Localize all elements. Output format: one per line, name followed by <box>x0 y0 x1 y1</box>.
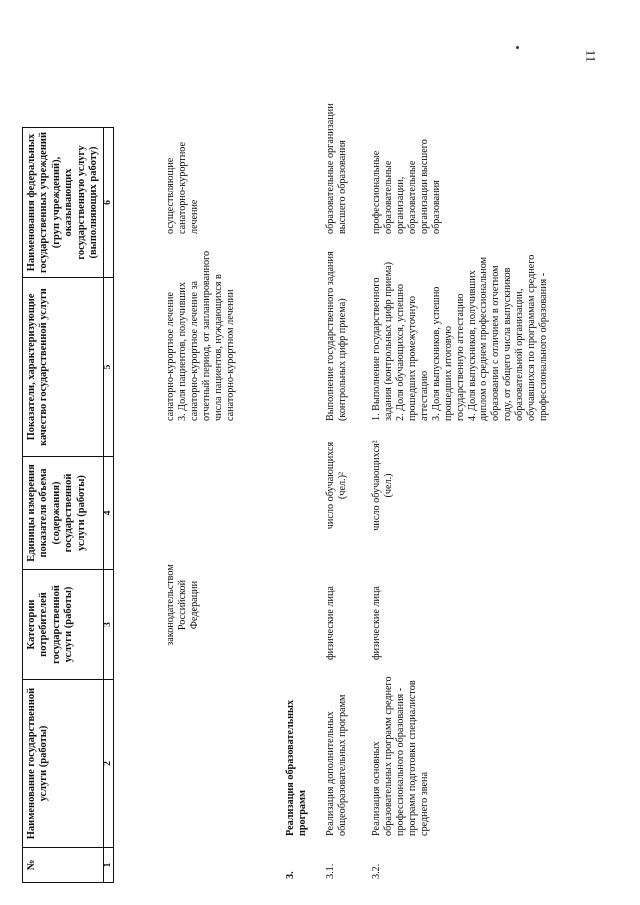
header-col-consumers: Категории потребителей государственной услуги (работы) <box>23 570 104 680</box>
row-3-1-consumers: физические лица <box>325 586 336 660</box>
row-3-1-name: Реализация дополнительных общеобразовательных программ <box>325 694 348 836</box>
row-3-1-institutions: образовательные организации высшего образования <box>325 103 348 234</box>
column-number-2: 2 <box>104 680 114 848</box>
row-3-2-institutions: профессиональные образовательные организации, образовательные организации высшего образования <box>371 139 442 234</box>
row-3-2-consumers: физические лица <box>371 586 382 660</box>
row-3-1-quality: Выполнение государственного задания (контрольных цифр приема) <box>325 251 348 421</box>
table-body <box>165 23 550 883</box>
table-header <box>22 127 114 883</box>
rotated-page <box>0 25 610 905</box>
header-col-number: № <box>23 848 104 883</box>
header-col-quality: Показатели, характеризующие качество государственной услуги <box>23 278 104 457</box>
page-number: 11 <box>583 49 599 63</box>
table-row-continuation <box>165 23 243 883</box>
column-number-3: 3 <box>104 570 114 680</box>
header-col-service-name: Наименование государственной услуги (работы) <box>23 680 104 848</box>
header-col-institutions: Наименования федеральных государственных учреждений (груп учреждений), оказывающих государственную услугу (выполняющих работу) <box>23 128 104 278</box>
row-3-2-quality: 1. Выполнение государственного задания (контрольных цифр приема) 2. Доля обучающихся, успешно прошедших промежуточную аттестацию 3. Доля выпускников, успешно прошедших итоговую государственную аттестацию 4. Доля выпускников, получивших диплом о среднем профессиональном образовании с отличием в отчетном году, от общего числа выпускников образовательной организации, обучавшихся по программам среднего профессионального образования - <box>371 254 550 421</box>
row-3-2-unit: число обучающихся² (чел.) <box>371 440 394 531</box>
row-3-2-number: 3.2. <box>371 863 382 879</box>
row-3-1-unit: число обучающихся (чел.)² <box>325 441 348 530</box>
continuation-institutions: осуществляющие санаторно-курортное лечение <box>165 141 200 234</box>
continuation-quality: санаторно-курортное лечение 3. Доля пациентов, получивших санаторно-курортное лечение за отчетный период, от запланированного числа пациентов, нуждающихся в санаторно-курортном лечении <box>165 250 236 421</box>
row-3-1-number: 3.1. <box>325 863 336 879</box>
column-number-5: 5 <box>104 278 114 457</box>
table-row-3-1 <box>325 23 371 883</box>
column-number-1: 1 <box>104 848 114 883</box>
continuation-consumers: законодательством Российской Федерации <box>165 564 200 646</box>
table-row-3 <box>243 23 325 883</box>
column-number-4: 4 <box>104 457 114 570</box>
row-3-number: 3. <box>285 871 296 879</box>
row-3-name: Реализация образовательных программ <box>285 699 308 836</box>
row-3-2-name: Реализация основных образовательных программ среднего профессионального образования - программ подготовки специалистов среднего звена <box>371 676 430 836</box>
header-col-units: Единицы измерения показателя объема (содержания) государственной услуги (работы) <box>23 457 104 570</box>
column-number-6: 6 <box>104 128 114 278</box>
table-row-3-2 <box>371 23 550 883</box>
